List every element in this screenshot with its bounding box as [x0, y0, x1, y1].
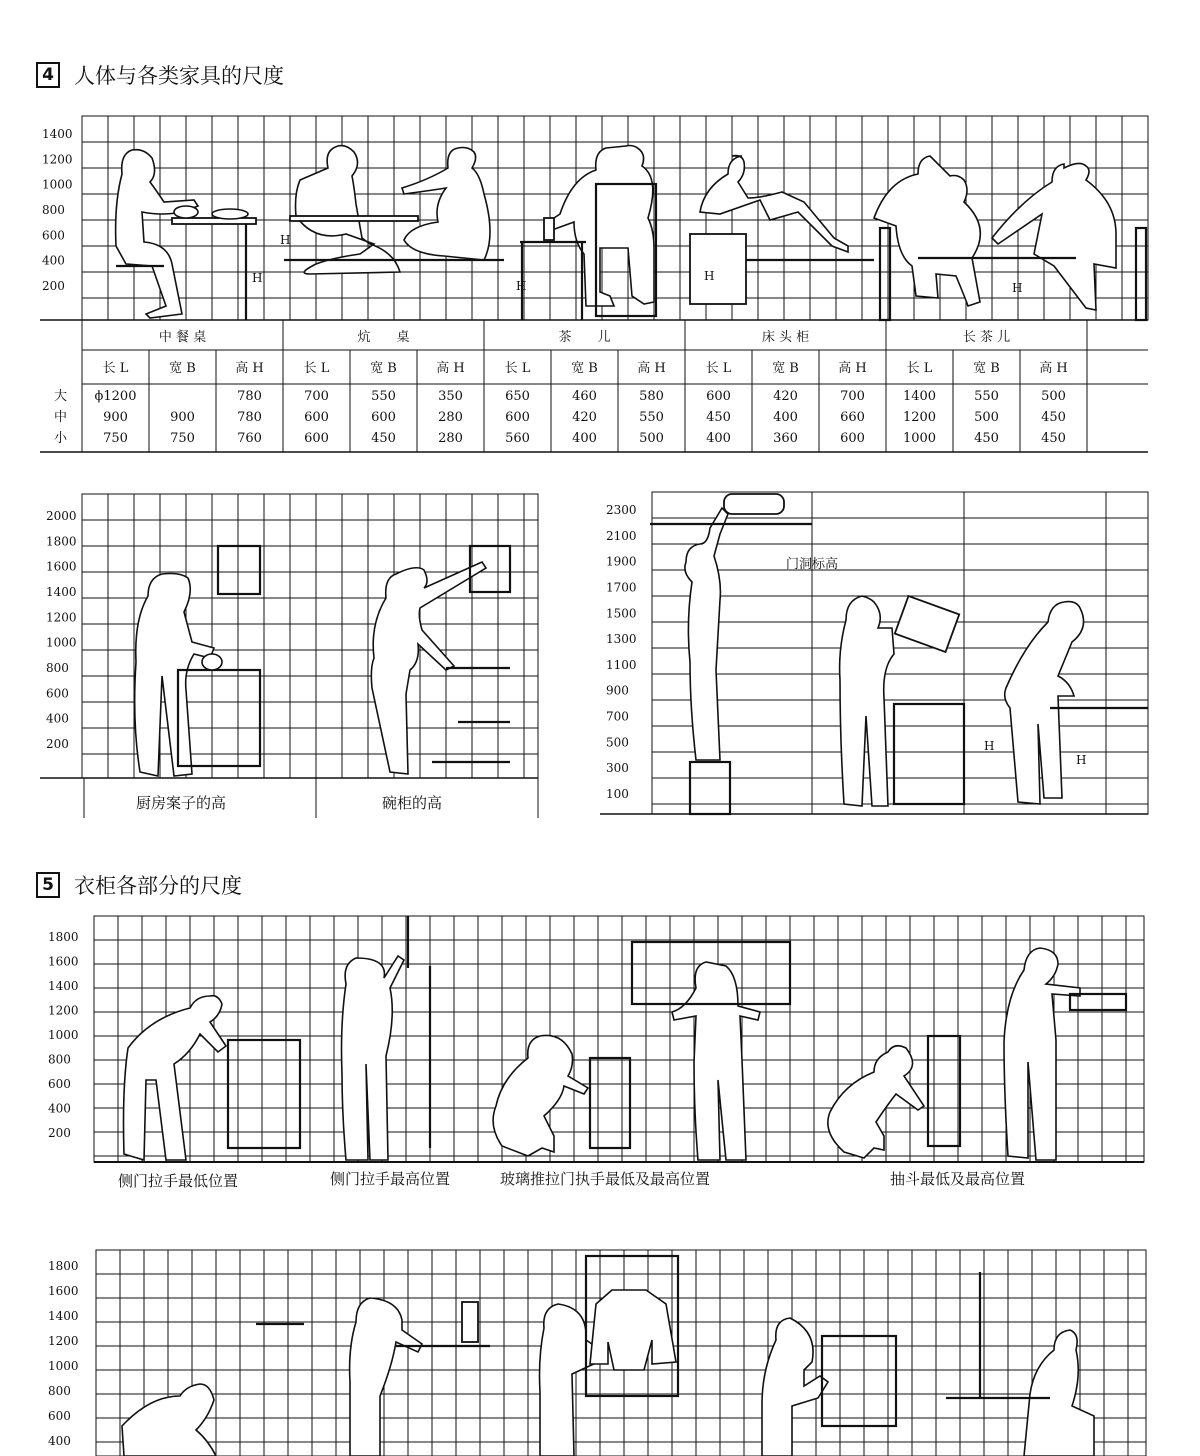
thermos-bottle: [462, 1302, 478, 1342]
table-cell: 600: [505, 410, 530, 425]
dim-h-label: H: [280, 233, 291, 247]
y-tick-label: 1600: [46, 559, 77, 574]
caption-kitchen-counter-height: 厨房案子的高: [136, 794, 227, 812]
table-cell: 580: [639, 389, 664, 404]
y-tick-label: 1600: [48, 954, 79, 969]
table-column-header: 高 H: [235, 361, 264, 376]
chart2-figures: [135, 546, 510, 776]
y-tick-label: 500: [606, 735, 629, 750]
chart4-figures: [124, 916, 1127, 1160]
table-cell: ϕ1200: [94, 389, 137, 404]
table-cell: 560: [505, 431, 530, 446]
table-group-header: 茶 儿: [558, 330, 611, 345]
y-tick-label: 400: [48, 1101, 71, 1116]
table-cell: 600: [371, 410, 396, 425]
y-tick-label: 400: [46, 711, 69, 726]
table-row-label: 小: [54, 431, 68, 446]
seated-person-long-right: [992, 163, 1116, 310]
y-tick-label: 1200: [48, 1334, 79, 1348]
table-column-header: 长 L: [906, 361, 933, 376]
table-cell: 450: [371, 431, 396, 446]
y-tick-label: 1800: [48, 930, 79, 944]
dim-h-label: H: [984, 739, 995, 753]
table-cell: 550: [371, 389, 396, 404]
y-tick-label: 300: [606, 761, 629, 776]
y-tick-label: 1000: [46, 635, 77, 650]
table-group-header: 长 茶 儿: [962, 330, 1011, 345]
cooking-person: [135, 574, 214, 777]
y-tick-label: 700: [606, 709, 629, 724]
table-cell: 700: [840, 389, 865, 404]
y-tick-label: 1200: [46, 610, 77, 625]
y-tick-label: 1600: [48, 1284, 79, 1298]
lifted-box: [895, 596, 959, 652]
chart5-figures: [122, 1256, 1094, 1456]
y-tick-label: 600: [46, 686, 69, 701]
table-column-header: 高 H: [838, 361, 867, 376]
y-tick-label: 800: [48, 1384, 71, 1398]
y-tick-label: 1000: [48, 1028, 79, 1042]
y-tick-label: 600: [42, 228, 65, 243]
y-tick-label: 900: [606, 683, 629, 698]
y-tick-label: 400: [42, 253, 65, 268]
y-tick-label: 1900: [606, 554, 637, 569]
bedside-cabinet: [690, 234, 746, 304]
caption-glass-door-handle-range: 玻璃推拉门执手最低及最高位置: [500, 1170, 711, 1188]
table-cell: 1000: [902, 431, 937, 446]
table-cell: 780: [237, 410, 262, 425]
chart2-grid: [40, 494, 538, 818]
chart1-figures: [116, 146, 1146, 321]
dim-h-label: H: [704, 269, 715, 283]
standing-on-stool-person: [685, 508, 728, 760]
table-column-header: 宽 B: [571, 361, 598, 376]
y-tick-label: 1700: [606, 580, 637, 595]
table-cell: 900: [170, 410, 195, 425]
table-cell: 280: [438, 431, 463, 446]
y-tick-label: 100: [606, 787, 629, 801]
table-cell: 750: [103, 431, 128, 446]
table-cell: 600: [304, 410, 329, 425]
table-cell: 780: [237, 389, 262, 404]
table-cell: 500: [974, 410, 999, 425]
table-column-header: 长 L: [705, 361, 732, 376]
dim-h-label: H: [252, 271, 263, 285]
y-tick-label: 1100: [606, 657, 637, 672]
standing-reaching-person: [342, 956, 405, 1160]
table-cell: 450: [974, 431, 999, 446]
coat: [590, 1290, 676, 1370]
kitchen-wall-cabinet: [218, 546, 260, 594]
dining-tabletop: [172, 218, 256, 224]
table-cell: 400: [773, 410, 798, 425]
caption-cupboard-height: 碗柜的高: [382, 794, 443, 812]
chart3-figures: [650, 494, 1148, 814]
y-tick-label: 1400: [46, 585, 77, 599]
section-title-text: 人体与各类家具的尺度: [74, 64, 284, 88]
table-cell: 600: [840, 431, 865, 446]
y-tick-label: 1200: [48, 1003, 79, 1018]
chart1-y-ticks: [42, 127, 73, 293]
table-column-header: 长 L: [303, 361, 330, 376]
table-column-header: 长 L: [504, 361, 531, 376]
person-with-box: [840, 596, 894, 806]
table-group-header: 中 餐 桌: [158, 330, 207, 345]
y-tick-label: 800: [48, 1052, 71, 1067]
drawer: [928, 1036, 960, 1146]
table-column-header: 高 H: [1039, 361, 1068, 376]
y-tick-label: 2300: [606, 503, 637, 517]
table-cell: 650: [505, 389, 530, 404]
y-tick-label: 1300: [606, 632, 637, 647]
dim-h-label: H: [1076, 753, 1087, 767]
kang-tabletop: [290, 216, 418, 221]
table-cell: 420: [773, 389, 798, 404]
table-group-header: 炕 桌: [357, 330, 410, 345]
stooping-person: [122, 1384, 216, 1456]
table-cell: 550: [974, 389, 999, 404]
table-cell: 760: [237, 431, 262, 446]
tall-reaching-person: [1004, 948, 1080, 1160]
table-cell: 750: [170, 431, 195, 446]
y-tick-label: 200: [42, 279, 65, 293]
y-tick-label: 200: [46, 737, 69, 751]
table-cell: 1200: [902, 410, 937, 425]
y-tick-label: 1000: [42, 177, 73, 192]
y-tick-label: 1800: [46, 534, 77, 549]
y-tick-label: 2000: [46, 509, 77, 523]
y-tick-label: 1200: [42, 152, 73, 167]
y-tick-label: 1800: [48, 1259, 79, 1273]
caption-drawer-range: 抽斗最低及最高位置: [890, 1170, 1026, 1188]
drawer-unit: [590, 1058, 630, 1148]
y-tick-label: 2100: [606, 528, 637, 543]
table-cell: 420: [572, 410, 597, 425]
y-tick-label: 200: [48, 1126, 71, 1140]
y-tick-label: 1500: [606, 606, 637, 621]
seated-person-tea: [548, 146, 654, 307]
table-cell: 350: [438, 389, 463, 404]
table-cell: 660: [840, 410, 865, 425]
y-tick-label: 600: [48, 1409, 71, 1423]
overhead-bag: [724, 494, 784, 514]
table-column-header: 宽 B: [973, 361, 1000, 376]
sofa-right: [1136, 228, 1146, 320]
table-cell: 600: [304, 431, 329, 446]
table-column-header: 宽 B: [169, 361, 196, 376]
grid-frame: [652, 492, 1148, 814]
y-tick-label: 1400: [48, 979, 79, 993]
bowl: [174, 206, 198, 218]
hanging-shirt-person: [762, 1318, 828, 1456]
plate: [212, 209, 248, 219]
table-cell: 900: [103, 410, 128, 425]
table-cell: 600: [706, 389, 731, 404]
y-tick-label: 400: [48, 1434, 71, 1448]
table-column-header: 宽 B: [772, 361, 799, 376]
table-group-header: 床 头 柜: [761, 330, 810, 345]
leaning-person: [1005, 602, 1087, 804]
stool: [690, 762, 730, 814]
chest-of-drawers: [894, 704, 964, 804]
table-cell: 500: [1041, 389, 1066, 404]
chart2-y-ticks: [46, 509, 77, 751]
y-tick-label: 800: [42, 203, 65, 217]
table-cell: 450: [1041, 431, 1066, 446]
seated-person-kang-left: [296, 146, 401, 274]
y-tick-label: 1000: [48, 1359, 79, 1373]
table-cell: 280: [438, 410, 463, 425]
table-cell: 500: [639, 431, 664, 446]
section-number: 5: [36, 872, 60, 898]
section-number: 4: [36, 62, 60, 88]
table-column-header: 宽 B: [370, 361, 397, 376]
sitting-desk-person: [1024, 1330, 1094, 1456]
table-cell: 550: [639, 410, 664, 425]
table-column-header: 高 H: [637, 361, 666, 376]
table-column-header: 长 L: [102, 361, 129, 376]
caption-side-door-handle-highest: 侧门拉手最高位置: [330, 1170, 451, 1188]
table-cell: 400: [572, 431, 597, 446]
table-cell: 460: [572, 389, 597, 404]
y-tick-label: 800: [46, 661, 69, 675]
table-row-label: 中: [54, 410, 68, 425]
y-tick-label: 1400: [48, 1309, 79, 1323]
table-cell: 700: [304, 389, 329, 404]
chart4-y-ticks: [48, 930, 79, 1140]
y-tick-label: 600: [48, 1077, 71, 1091]
table-cell: 450: [706, 410, 731, 425]
chart3-y-ticks: [606, 503, 637, 801]
tea-cup: [544, 218, 554, 240]
shirt-rail-frame: [822, 1336, 896, 1426]
table-cell: 1400: [902, 389, 937, 404]
kettle: [202, 654, 222, 670]
y-tick-label: 1400: [42, 127, 73, 141]
chart5-y-ticks: [48, 1259, 79, 1448]
bending-person: [124, 996, 227, 1160]
table-cell: 450: [1041, 410, 1066, 425]
table-cell: 360: [773, 431, 798, 446]
table-column-header: 高 H: [436, 361, 465, 376]
caption-side-door-handle-lowest: 侧门拉手最低位置: [118, 1172, 239, 1190]
dim-h-label: H: [1012, 281, 1023, 295]
table-cell: 400: [706, 431, 731, 446]
section-title-text: 衣柜各部分的尺度: [74, 874, 242, 898]
table-row-label: 大: [54, 389, 68, 404]
dimension-table: [40, 320, 1148, 452]
standing-two-hands-person: [672, 962, 760, 1160]
dim-h-label: H: [516, 279, 527, 293]
door-opening-elevation-label: 门洞标高: [786, 557, 839, 572]
